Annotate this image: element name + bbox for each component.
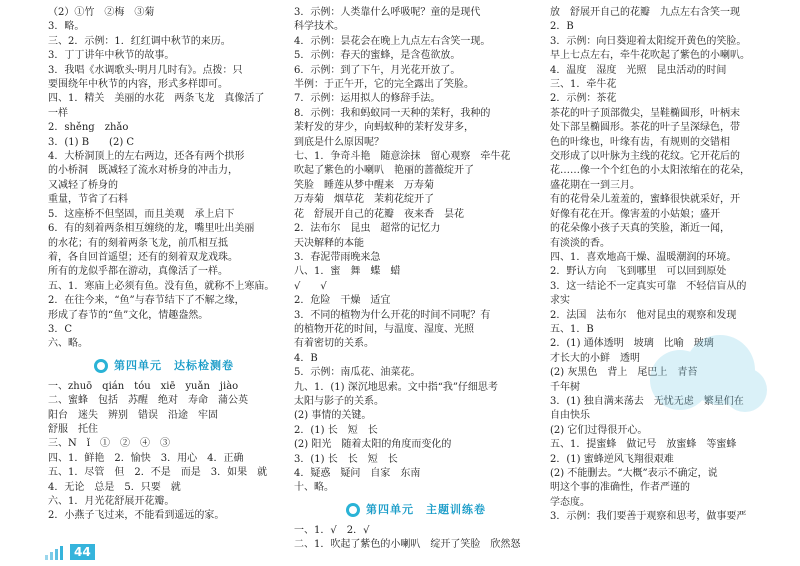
answer-line: 3．(1) B (2) C [48, 136, 135, 148]
answer-line: 2．(1) 蜜蜂逆风飞翔很艰难 [550, 453, 674, 465]
answer-line: (2) 不能删去。“大概”表示不确定，说 [550, 468, 718, 479]
answer-line: 舒服 托住 [48, 423, 98, 435]
watermark-cloud-graphic [640, 330, 770, 420]
answer-line: 四、1．喜欢地高干燥、温暖潮润的环境。 [550, 251, 737, 263]
answer-line: 求实 [550, 295, 570, 307]
answer-line: 3．示例：向日葵迎着太阳绽开黄色的笑脸。 [550, 35, 747, 47]
answer-line: 6．示例：到了下午，月光花开放了。 [294, 64, 461, 76]
answer-line: 形成了春节的“鱼”文化，情趣盎然。 [48, 309, 209, 321]
answer-column-right [550, 6, 786, 525]
answer-line: 2．shěng zhǎo [48, 122, 129, 134]
answer-line: 学态度。 [550, 496, 590, 508]
section-heading [294, 499, 538, 521]
answer-line: 有淡淡的香。 [550, 237, 610, 249]
answer-line: 重量，节省了石料 [48, 194, 128, 206]
answer-line: 五、1．寒庙上必须有鱼。没有鱼，就称不上寒庙。 [48, 280, 275, 292]
answer-line: 好像有花在开。像害羞的小姑娘；盛开 [550, 208, 720, 220]
bars-decoration-icon [44, 546, 68, 560]
answer-line: 三、N ǐ ① ② ④ ③ [48, 438, 170, 450]
answer-line: 六、略。 [48, 338, 88, 350]
answer-line: 茉籽发的芽少，向蚂蚁种的茉籽发芽多， [294, 122, 474, 134]
answer-line: 花……像一个个红色的小太阳浓缩在的花朵， [550, 165, 750, 177]
answer-line: 千年树 [550, 381, 580, 393]
section-heading [48, 355, 280, 377]
answer-line: 5．示例：南瓜花、油菜花。 [294, 367, 421, 379]
answer-line: 半例：于正午开，它的完全露出了笑脸。 [294, 79, 474, 91]
answer-line: 7．示例：运用拟人的修辞手法。 [294, 93, 441, 105]
answer-line: (2) 阳光 随着太阳的角度而变化的 [294, 439, 452, 451]
section-badge-icon [346, 503, 360, 517]
answer-line: 又减轻了桥身的 [48, 179, 118, 191]
answer-line: (2) 灰黑色 背上 尾巴上 青苔 [550, 367, 698, 379]
answer-line: 的小桥洞 既减轻了流水对桥身的冲击力， [48, 165, 238, 177]
answer-line: 天决解释的本能 [294, 237, 364, 249]
answer-line: 3．不同的植物为什么开花的时间不同呢？有 [294, 309, 491, 321]
answer-line: 五、1．B [550, 323, 594, 335]
answer-line: 八、1．蜜 舞 蝶 蜡 [294, 266, 401, 278]
answer-line: 要围绕年中秋节的内容，形式多样即可。 [48, 79, 228, 91]
answer-line: 到底是什么原因呢？ [294, 136, 384, 148]
answer-line: 二、1．吹起了紫色的小喇叭 绽开了笑脸 欣然怒 [294, 539, 521, 551]
answer-line: 早上七点左右，牵牛花吹起了紫色的小喇叭。 [550, 50, 750, 62]
answer-line: 3．春泥带雨晚来急 [294, 251, 381, 263]
answer-line: 2．小燕子飞过来，不能看到遥远的家。 [48, 510, 225, 522]
answer-line: 所有的龙似乎都在游动，真像活了一样。 [48, 266, 228, 278]
answer-line: 4．疑惑 疑问 自家 东南 [294, 468, 421, 479]
answer-line: 花 舒展开自己的花瓣 夜来香 昙花 [294, 208, 464, 220]
page-number: 44 [70, 544, 95, 560]
answer-line: 处下部呈椭圆形。茶花的叶子呈深绿色，带 [550, 122, 740, 134]
answer-line: 吹起了紫色的小喇叭 艳丽的蔷薇绽开了 [294, 165, 474, 177]
answer-line: 明这个事的准确性，作者严谨的 [550, 482, 690, 494]
answer-line: 2．法布尔 昆虫 超常的记忆力 [294, 223, 441, 235]
answer-line: 2．野认方向 飞到哪里 可以回到原处 [550, 266, 727, 278]
answer-line: 3．示例：人类靠什么呼吸呢？童的是现代 [294, 7, 481, 18]
answer-line: 一样 [48, 107, 68, 119]
answer-line: 科学技术。 [294, 21, 344, 33]
answer-line: 着，各自回首遥望；还有的刻着双龙戏珠。 [48, 251, 238, 263]
answer-line: 4．无论 总是 5．只要 就 [48, 481, 181, 493]
answer-line: 6．有的刻着两条相互缠绕的龙，嘴里吐出美丽 [48, 223, 255, 235]
answer-line: 色的叶缘也，叶缘有齿，有规则的交错相 [550, 136, 730, 148]
answer-line: 2．法国 法布尔 他对昆虫的观察和发现 [550, 309, 737, 321]
answer-line: 五、1．尽管 但 2．不是 而是 3．如果 就 [48, 467, 268, 479]
answer-line: （2）①竹 ②梅 ③菊 [48, 7, 155, 18]
answer-line: 2．在往今来，“鱼”与春节结下了不解之缘， [48, 295, 245, 307]
answer-line: 笑脸 睡莲从梦中醒来 万寿菊 [294, 179, 434, 191]
answer-line: 5．这座桥不但坚固，而且美观 承上启下 [48, 208, 235, 220]
answer-line: 2．B [550, 21, 574, 33]
answer-line: 3．丁丁讲年中秋节的故事。 [48, 50, 175, 62]
answer-line: 2．(1) 长 短 长 [294, 424, 378, 436]
answer-line: 有着密切的关系。 [294, 338, 374, 350]
answer-line: 一、1．√ 2．√ [294, 524, 370, 536]
answer-line: 自由快乐 [550, 410, 590, 422]
answer-line: 一、zhuō qián tóu xiē yuǎn jiào [48, 380, 239, 392]
answer-line: 3．这一结论不一定真实可靠 不轻信盲从的 [550, 280, 747, 292]
answer-line: 放 舒展开自己的花瓣 九点左右含笑一现 [550, 7, 740, 18]
answer-line: 3．略。 [48, 21, 85, 33]
answer-line: 的植物开花的时间，与温度、湿度、光照 [294, 323, 474, 335]
answer-column-left [48, 6, 280, 524]
answer-line: 九、1．(1) 深沉地思索。文中指“我”仔细思考 [294, 381, 498, 393]
answer-line: 5．示例：春天的蜜蜂，是含苞欲放。 [294, 50, 461, 62]
section-title: 第四单元 达标检测卷 [114, 358, 234, 372]
answer-line: 2．危险 干燥 适宜 [294, 295, 391, 307]
answer-line: 茶花的叶子顶部微尖，呈鞋椭圆形，叶柄末 [550, 107, 740, 119]
answer-line: 的水花；有的刻着两条飞龙，前爪相互抵 [48, 237, 228, 249]
answer-line: 三、2．示例：1．红红调中秋节的来历。 [48, 35, 231, 47]
answer-line: 三、1．牵牛花 [550, 79, 617, 91]
answer-line: 交形成了以叶脉为主线的花纹。它开花后的 [550, 151, 740, 163]
answer-line: 4．大桥洞顶上的左右两边，还各有两个拱形 [48, 151, 245, 163]
answer-line: 3．(1) 长 长 短 长 [294, 453, 398, 465]
answer-line: 3．我唱《水调歌头·明月几时有》。点拨：只 [48, 64, 243, 76]
answer-line: 七、1．争奇斗艳 随意涂抹 留心观察 牵牛花 [294, 151, 511, 163]
answer-line: 万寿菊 烟草花 茉莉花绽开了 [294, 194, 434, 206]
answer-line: 阳台 迷失 辨别 错误 沿途 牢固 [48, 409, 218, 421]
answer-line: 3．示例：我们要善于观察和思考，做事要严 [550, 511, 747, 523]
answer-line: 3．(1) 独自满来荡去 无忧无虑 繁星们在 [550, 395, 744, 407]
answer-line: 二、蜜蜂 包括 苏醒 绝对 寿命 蒲公英 [48, 395, 248, 407]
answer-line: 四、1．精关 美丽的水花 两条飞龙 真像活了 [48, 93, 265, 105]
answer-line: 四、1．鲜艳 2．愉快 3．用心 4．正确 [48, 452, 244, 464]
answer-line: 五、1．提蜜蜂 做记号 放蜜蜂 等蜜蜂 [550, 439, 737, 451]
section-badge-icon [94, 359, 108, 373]
answer-line: 3．C [48, 323, 73, 335]
answer-line: 2．(1) 通体透明 坡璃 比喻 玻璃 [550, 338, 714, 350]
answer-line: 太阳与影子的关系。 [294, 395, 384, 407]
answer-line: 4．温度 湿度 光照 昆虫活动的时间 [550, 64, 727, 76]
answer-line: 十、略。 [294, 482, 334, 494]
answer-line: 4．示例：昙花会在晚上九点左右含笑一现。 [294, 35, 491, 47]
answer-line: 有的花骨朵儿羞羞的，蜜蜂很快就采好，开 [550, 194, 740, 206]
section-title: 第四单元 主题训练卷 [366, 502, 486, 516]
answer-line: 2．示例：茶花 [550, 93, 617, 105]
answer-line: 才长大的小鲜 透明 [550, 352, 640, 364]
answer-line: (2) 事情的关键。 [294, 410, 372, 422]
answer-line: (2) 它们过得很开心。 [550, 424, 648, 436]
answer-line: 盛花期在一到三月。 [550, 179, 640, 191]
answer-column-middle [294, 6, 538, 553]
answer-line: 8．示例：我和蚂蚁同一天种的茉籽，我种的 [294, 107, 491, 119]
answer-line: 4．B [294, 352, 318, 364]
answer-line: √ √ [294, 280, 327, 292]
answer-line: 的花朵像小孩子天真的笑脸，渐近一闻， [550, 223, 730, 235]
answer-line: 六、1．月光花舒展开花瓣。 [48, 496, 175, 507]
